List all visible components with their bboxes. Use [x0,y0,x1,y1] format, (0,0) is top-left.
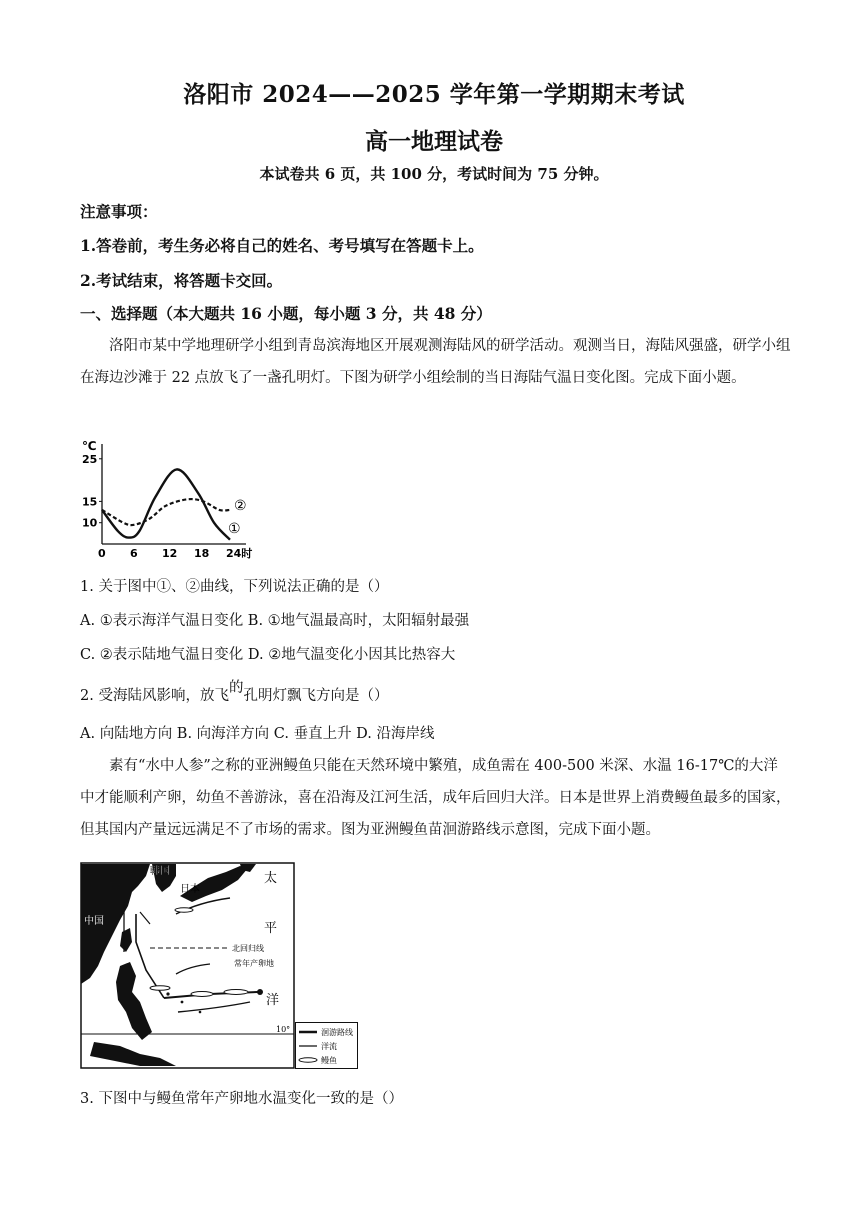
eel-icon [224,990,248,995]
island-dot [166,992,169,995]
lat-10-label: 10° [276,1025,291,1034]
x-tick-label: 0 [98,547,106,560]
ocean-label-ping: 平 [264,921,278,936]
q3-stem: 3. 下图中与鳗鱼常年产卵地水温变化一致的是（） [80,1091,403,1107]
exam-info: 本试卷共 6 页，共 100 分，考试时间为 75 分钟。 [259,165,609,183]
note-item-2: 2.考试结束，将答题卡交回。 [80,271,283,290]
x-tick-label: 18 [194,547,210,560]
series-label-2: ② [234,498,247,514]
spawn-label: 常年产卵地 [234,959,274,968]
y-tick-label: 10 [82,516,98,530]
island-dot [199,1011,202,1014]
q2-stem-a: 2. 受海陆风影响，放飞 [80,688,229,704]
korea-label: 韩国 [150,866,170,877]
eel-migration-map [80,862,295,1069]
section-heading: 一、选择题（本大题共 16 小题，每小题 3 分，共 48 分） [80,304,492,323]
x-tick-label: 6 [130,547,138,560]
eel-icon [150,986,170,991]
temperature-chart [80,436,260,560]
series-label-1: ① [228,521,241,537]
y-tick-label: 15 [82,495,98,509]
q1-stem: 1. 关于图中①、②曲线，下列说法正确的是（） [80,579,389,595]
q2-options: A. 向陆地方向 B. 向海洋方向 C. 垂直上升 D. 沿海岸线 [80,726,435,742]
exam-title: 洛阳市 2024——2025 学年第一学期期末考试 [183,81,685,108]
legend-eel-label: 鳗鱼 [321,1056,337,1065]
q1-options-line1: A. ①表示海洋气温日变化 B. ①地气温最高时，太阳辐射最强 [80,613,470,629]
x-tick-label: 12 [162,547,178,560]
y-unit-label: ℃ [82,439,97,453]
passage-2: 素有“水中人参”之称的亚洲鳗鱼只能在天然环境中繁殖，成鱼需在 400-500 米深、水温 16-17℃的大洋中才能顺利产卵，幼鱼不善游泳，喜在沿海及江河生活，成年后回归大洋。日本是世界上消费鳗鱼最多的国家，但其国内产量远远满足不了市场的需求。图为亚洲鳗鱼苗洄游路线示意图，完成下面小题。 [80,758,791,838]
q1-options-line2: C. ②表示陆地气温日变化 D. ②地气温变化小因其比热容大 [80,647,456,663]
q2-stem-b: 孔明灯飘飞方向是（） [243,688,389,704]
legend-eel-swatch [299,1058,317,1062]
japan-label: 日本 [180,884,200,895]
tropic-label: 北回归线 [232,944,264,953]
series-curve-2 [102,499,230,525]
passage-1: 洛阳市某中学地理研学小组到青岛滨海地区开展观测海陆风的研学活动。观测当日，海陆风强盛，研学小组在海边沙滩于 22 点放飞了一盏孔明灯。下图为研学小组绘制的当日海陆气温日变化图。完成下面小题。 [80,338,791,386]
legend-route-label: 洄游路线 [321,1028,353,1037]
notes-heading: 注意事项： [80,202,158,221]
legend-current-label: 洋流 [321,1042,337,1051]
map-legend [295,1022,358,1069]
eel-icon [191,992,213,997]
note-item-1: 1.答卷前，考生务必将自己的姓名、考号填写在答题卡上。 [80,236,484,255]
ocean-label-tai: 太 [264,871,278,886]
china-label: 中国 [84,916,104,927]
q2-stem-sup: 的 [228,680,244,696]
island-dot [181,1001,184,1004]
eel-icon [175,908,193,912]
ocean-label-yang: 洋 [266,993,280,1008]
q2-stem [80,680,389,705]
y-tick-label: 25 [82,452,98,466]
exam-subtitle: 高一地理试卷 [365,128,503,155]
x-tick-label: 24时 [226,547,253,560]
